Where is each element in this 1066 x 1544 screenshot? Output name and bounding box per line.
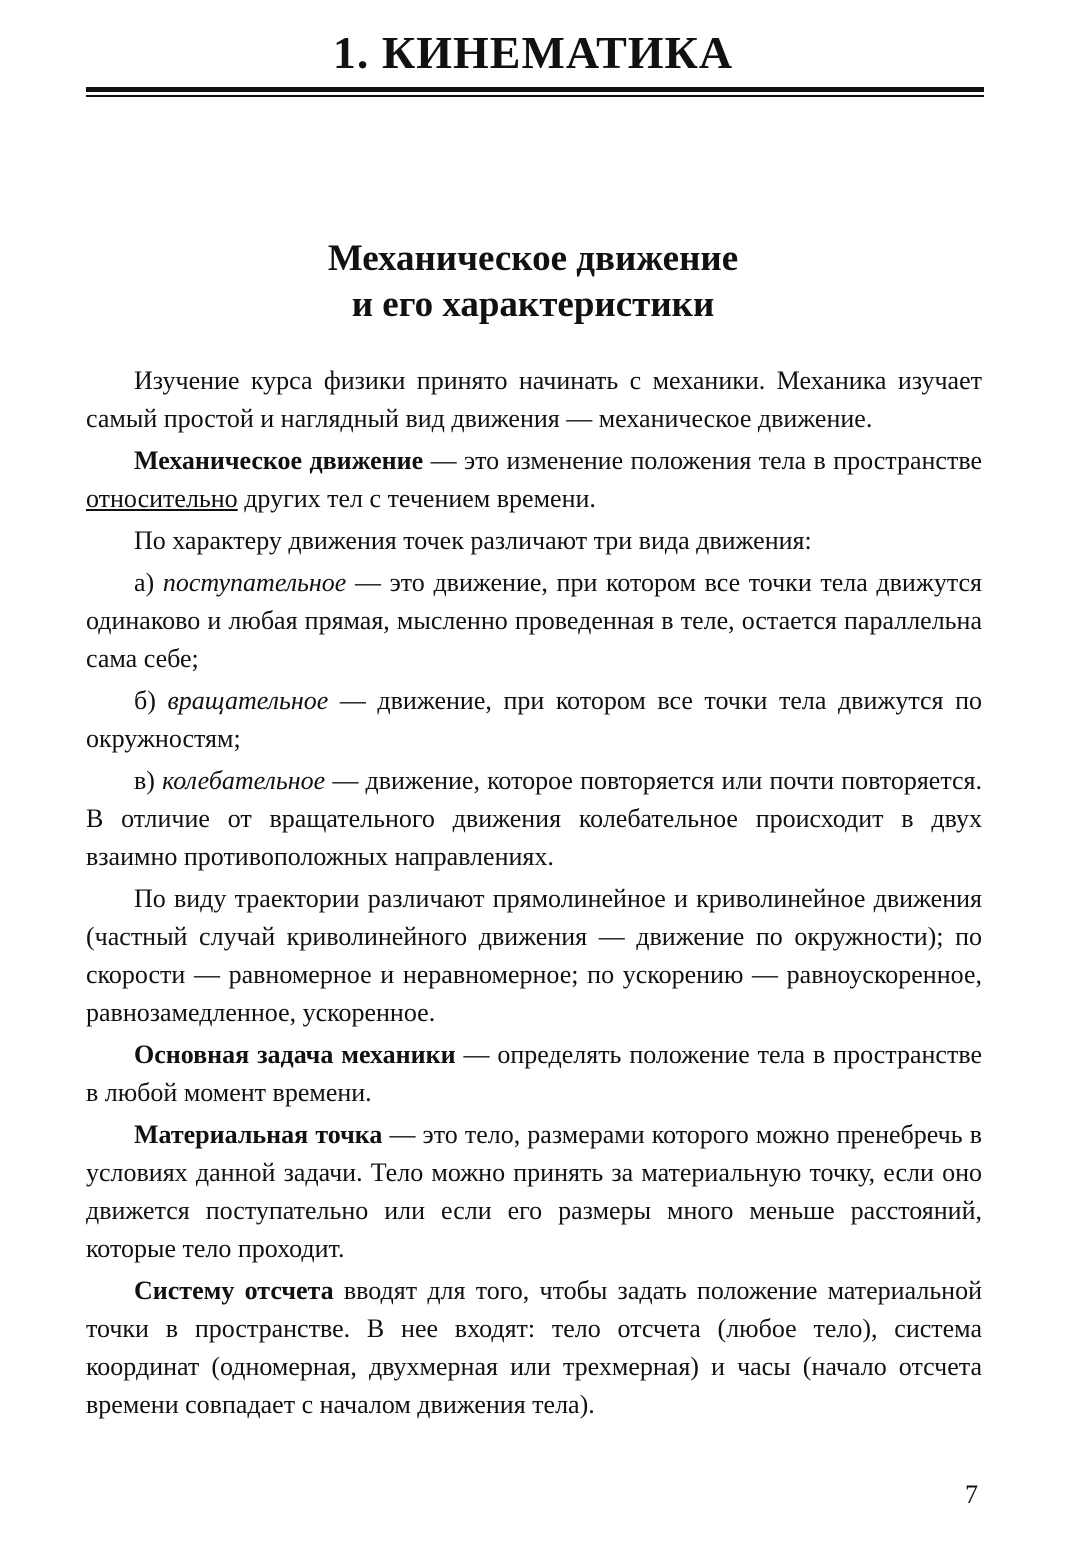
paragraph-material-point bbox=[86, 1116, 982, 1268]
section-title-line1: Механическое движение bbox=[327, 238, 739, 279]
chapter-title: 1. КИНЕМАТИКА bbox=[332, 27, 734, 78]
term-rotational: вращательное bbox=[167, 686, 329, 715]
chapter-rule-thick bbox=[86, 87, 984, 92]
term-translational: поступательное bbox=[162, 568, 347, 597]
paragraph-text: — определять положение тела в пространстве в любой момент времени. bbox=[86, 1040, 982, 1107]
paragraph-text: — это движение, при котором все точки тела движутся одинаково и любая прямая, мысленно проведенная в теле, остается параллельна сама себе; bbox=[86, 568, 982, 673]
paragraph-mechanical-motion bbox=[86, 442, 982, 518]
paragraph-main-task bbox=[86, 1036, 982, 1112]
paragraph-text: других тел с течением времени. bbox=[237, 484, 596, 513]
paragraph-text: вводят для того, чтобы задать положение материальной точки в пространстве. В нее входят: тело отсчета (любое тело), система координат (одномерная, двухмерная или трехмерная) и часы (начало отсчета времени совпадает с началом движения тела). bbox=[86, 1276, 982, 1419]
chapter-rule-thin bbox=[86, 95, 984, 97]
paragraph-text: — это тело, размерами которого можно пренебречь в условиях данной задачи. Тело можно принять за материальную точку, если оно движется поступательно или если его размеры много меньше расстояний, которые тело проходит. bbox=[86, 1120, 982, 1263]
list-item-translational bbox=[86, 564, 982, 678]
list-item-rotational bbox=[86, 682, 982, 758]
paragraph-trajectory: По виду траектории различают прямолинейное и криволинейное движения (частный случай криволинейного движения — движение по окружности); по скорости — равномерное и неравномерное; по ускорению — равноускоренное, равнозамедленное, ускоренное. bbox=[86, 884, 982, 1027]
paragraph-text: — движение, которое повторяется или почти повторяется. В отличие от вращательного движения колебательное происходит в двух взаимно противоположных направлениях. bbox=[86, 766, 983, 871]
list-marker: в) bbox=[134, 766, 163, 795]
body-text bbox=[86, 362, 982, 1428]
paragraph-reference-frame bbox=[86, 1272, 982, 1424]
term-oscillatory: колебательное bbox=[162, 766, 326, 795]
paragraph-text: — движение, при котором все точки тела движутся по окружностям; bbox=[86, 686, 982, 753]
paragraph-intro: Изучение курса физики принято начинать с механики. Механика изучает самый простой и наглядный вид движения — механическое движение. bbox=[86, 366, 982, 433]
page-number: 7 bbox=[965, 1480, 978, 1509]
paragraph-text: — это изменение положения тела в пространстве bbox=[423, 446, 982, 475]
term-material-point: Материальная точка bbox=[134, 1120, 383, 1149]
list-marker: а) bbox=[134, 568, 163, 597]
list-item-oscillatory bbox=[86, 762, 982, 876]
term-mechanical-motion: Механическое движение bbox=[134, 446, 424, 475]
list-marker: б) bbox=[134, 686, 168, 715]
section-title-line2: и его характеристики bbox=[351, 284, 715, 325]
paragraph-motion-types: По характеру движения точек различают три вида движения: bbox=[134, 526, 812, 555]
term-main-task: Основная задача механики bbox=[134, 1040, 456, 1069]
term-reference-frame: Систему отсчета bbox=[134, 1276, 334, 1305]
underlined-relative: относительно bbox=[86, 484, 238, 513]
section-title bbox=[0, 236, 1066, 328]
